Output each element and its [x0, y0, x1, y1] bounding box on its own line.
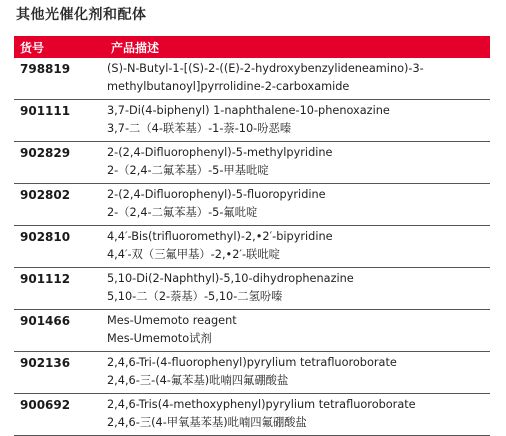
item-number: 901466: [14, 310, 105, 352]
table-row: [14, 100, 490, 142]
table-row: [14, 268, 490, 310]
table-row: [14, 184, 490, 226]
table-body: [14, 58, 490, 436]
table-row: [14, 58, 490, 100]
table-row: [14, 394, 490, 436]
product-description: [105, 394, 490, 436]
description-line-secondary: 2,4,6-三(4-甲氧基苯基)吡喃四氟硼酸盐: [107, 416, 307, 429]
description-line-primary: 2,4,6-Tris(4-methoxyphenyl)pyrylium tetrafluoroborate: [107, 398, 416, 411]
description-line-secondary: 3,7-二（4-联苯基）-1-萘-10-吩恶嗪: [107, 122, 292, 135]
product-description: [105, 310, 490, 352]
table-header-row: [14, 36, 490, 58]
description-line-secondary: 4,4′-双（三氟甲基）-2,•2′-联吡啶: [107, 248, 280, 261]
product-description: [105, 352, 490, 394]
product-description: [105, 58, 490, 100]
description-line-secondary: 2-（2,4-二氟苯基）-5-氟吡啶: [107, 206, 258, 219]
header-product-description: 产品描述: [105, 36, 490, 58]
description-line-secondary: 5,10-二（2-萘基）-5,10-二氢吩嗪: [107, 290, 283, 303]
description-line-secondary: 2,4,6-三-(4-氟苯基)吡喃四氟硼酸盐: [107, 374, 289, 387]
description-line-primary: 2-(2,4-Difluorophenyl)-5-fluoropyridine: [107, 188, 326, 201]
description-line-primary: 5,10-Di(2-Naphthyl)-5,10-dihydrophenazine: [107, 272, 354, 285]
item-number: 902829: [14, 142, 105, 184]
description-line-primary: 2-(2,4-Difluorophenyl)-5-methylpyridine: [107, 146, 333, 159]
product-description: [105, 100, 490, 142]
header-item-number: 货号: [14, 36, 105, 58]
item-number: 901112: [14, 268, 105, 310]
description-line-primary: 4,4′-Bis(trifluoromethyl)-2,•2′-bipyridine: [107, 230, 333, 243]
page-title: 其他光催化剂和配体: [16, 7, 147, 23]
product-description: [105, 226, 490, 268]
item-number: 902802: [14, 184, 105, 226]
item-number: 798819: [14, 58, 105, 100]
table-row: [14, 226, 490, 268]
item-number: 901111: [14, 100, 105, 142]
description-line-primary: 3,7-Di(4-biphenyl) 1-naphthalene-10-phenoxazine: [107, 104, 390, 117]
description-line-primary: (S)-N-Butyl-1-[(S)-2-((E)-2-hydroxybenzylideneamino)-3-: [107, 62, 424, 75]
description-line-secondary: Mes-Umemoto试剂: [107, 332, 212, 345]
product-description: [105, 142, 490, 184]
product-table: [14, 36, 490, 436]
product-description: [105, 268, 490, 310]
item-number: 900692: [14, 394, 105, 436]
item-number: 902136: [14, 352, 105, 394]
table-row: [14, 352, 490, 394]
item-number: 902810: [14, 226, 105, 268]
description-line-primary: 2,4,6-Tri-(4-fluorophenyl)pyrylium tetrafluoroborate: [107, 356, 397, 369]
product-description: [105, 184, 490, 226]
table-row: [14, 142, 490, 184]
description-line-primary: Mes-Umemoto reagent: [107, 314, 237, 327]
table-row: [14, 310, 490, 352]
description-line-secondary: 2-（2,4-二氟苯基）-5-甲基吡啶: [107, 164, 269, 177]
description-line-secondary: methylbutanoyl]pyrrolidine-2-carboxamide: [107, 80, 350, 93]
